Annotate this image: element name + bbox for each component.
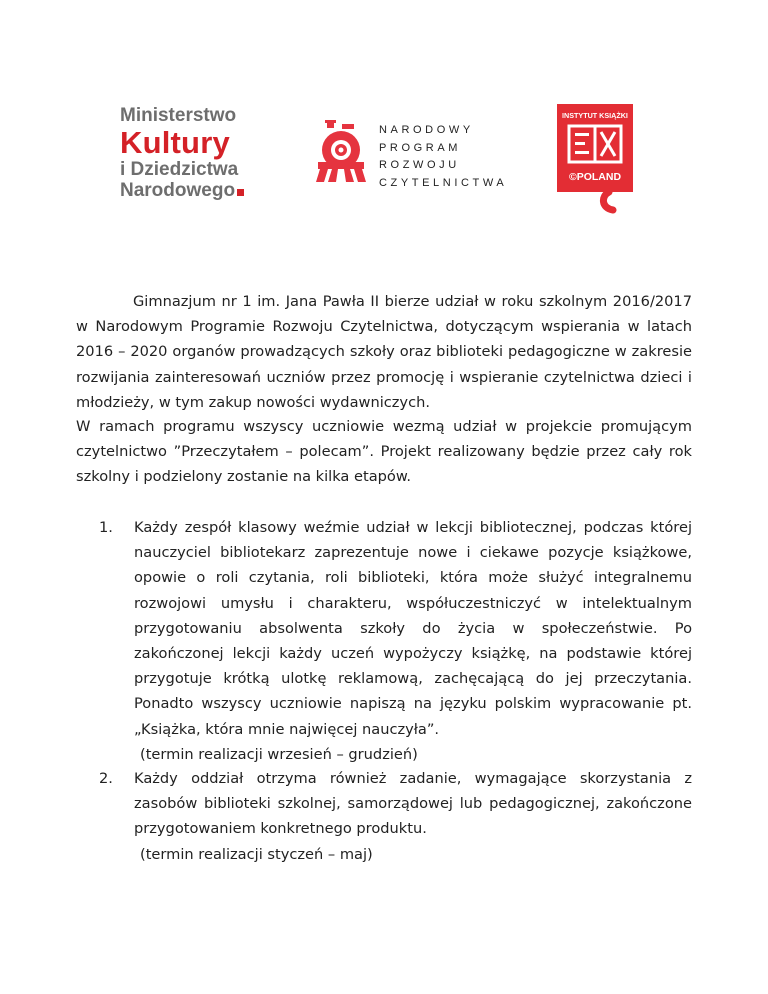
mkidn-logo-line3: i Dziedzictwa: [120, 159, 239, 180]
mkidn-logo-line4: Narodowego: [120, 180, 236, 201]
nprc-logo-line4: CZYTELNICTWA: [379, 176, 508, 189]
instytut-ksiazki-logo: [557, 104, 635, 218]
list-item-deadline: (termin realizacji styczeń – maj): [140, 845, 373, 863]
nprc-logo-text: [379, 122, 507, 192]
list-item-deadline: (termin realizacji wrzesień – grudzień): [140, 745, 418, 763]
ik-logo-top-text: INSTYTUT KSIĄŻKI: [562, 111, 628, 120]
ik-logo-bottom-text: ©POLAND: [568, 171, 622, 183]
nprc-logo-line2: PROGRAM: [379, 141, 462, 154]
stage-list-1: [76, 515, 692, 767]
list-item-number: 2.: [99, 770, 113, 787]
list-item-text: Każdy zespół klasowy weźmie udział w lekcji bibliotecznej, podczas której nauczyciel bibliotekarz zaprezentuje nowe i ciekawe pozycje książkowe, opowie o roli czytania, roli biblioteki, która może służyć integralnemu rozwojowi umysłu i charakteru, współuczestniczyć w intelektualnym przygotowaniu absolwenta szkoły do życia w społeczeństwie. Po zakończonej lekcji każdy uczeń wypożyczy książkę, na podstawie której przygotuje krótką ulotkę reklamową, zachęcającą do jej przeczytania. Ponadto wszyscy uczniowie napiszą na języku polskim wypracowanie pt. „Książka, która mnie najwięcej nauczyła”.: [134, 519, 692, 738]
ik-logo-hook: [603, 192, 613, 210]
stage-list-2: [76, 766, 692, 867]
list-item: [76, 766, 692, 867]
program-paragraph: W ramach programu wszyscy uczniowie wezmą udział w projekcie promującym czytelnictwo ”Przeczytałem – polecam”. Projekt realizowany będzie przez cały rok szkolny i podzielony zostanie na kilka etapów.: [76, 418, 692, 486]
mkidn-logo-line1: Ministerstwo: [120, 105, 237, 126]
nprc-logo-line3: ROZWOJU: [379, 159, 460, 171]
instytut-ksiazki-emblem: [557, 104, 635, 214]
list-item-number: 1.: [99, 519, 113, 536]
list-item: [76, 515, 692, 767]
list-item-text: Każdy oddział otrzyma również zadanie, wymagające skorzystania z zasobów biblioteki szkolnej, samorządowej lub pedagogicznej, zakończone przygotowaniem konkretnego produktu.: [134, 770, 692, 838]
mkidn-logo-dot: [237, 189, 244, 196]
mkidn-logo: [120, 106, 244, 200]
mkidn-logo-line2: Kultury: [120, 125, 230, 160]
intro-paragraph: Gimnazjum nr 1 im. Jana Pawła II bierze udział w roku szkolnym 2016/2017 w Narodowym Programie Rozwoju Czytelnictwa, dotyczącym wspierania w latach 2016 – 2020 organów prowadzących szkoły oraz biblioteki pedagogiczne w zakresie rozwijania zainteresowań uczniów przez promocję i wspieranie czytelnictwa dzieci i młodzieży, w tym zakup nowości wydawniczych.: [76, 293, 692, 411]
nprc-logo-line1: NARODOWY: [379, 124, 474, 136]
locomotive-icon: [314, 118, 368, 186]
